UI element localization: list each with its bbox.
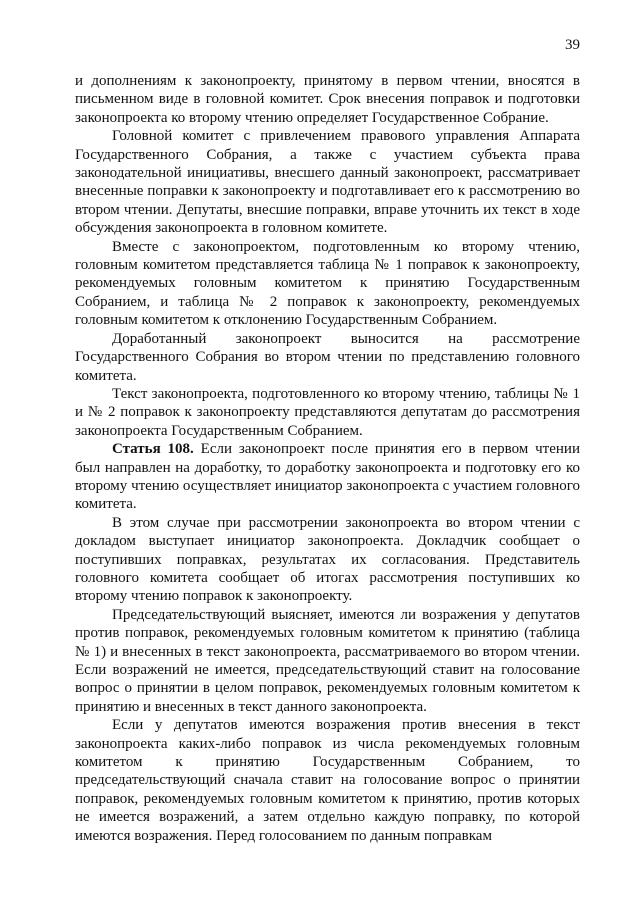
paragraph-1 [75,72,580,127]
paragraph-text: Вместе с законопроектом, подготовленным ко второму чтению, головным комитетом представляется таблица № 1 поправок к законопроекту, рекомендуемых головным комитетом к принятию Государственным Собранием, и таблица № 2 поправок к законопроекту, рекомендуемых головным комитетом к отклонению Государственным Собранием. [75,238,580,329]
paragraph-text: Доработанный законопроект выносится на рассмотрение Государственного Собрания во втором чтении по представлению головного комитета. [75,330,580,384]
article-heading: Статья 108. [112,441,194,458]
paragraph-text: и дополнениям к законопроекту, принятому в первом чтении, вносятся в письменном виде в головной комитет. Срок внесения поправок и подготовки законопроекта ко второму чтению определяет Государственное Собрание. [75,73,580,126]
paragraph-text: Председательствующий выясняет, имеются ли возражения у депутатов против поправок, рекомендуемых головным комитетом к принятию (таблица № 1) и внесенных в текст законопроекта, рассматриваемого во втором чтении. Если возражений не имеется, председательствующий ставит на голосование вопрос о принятии в целом поправок, рекомендуемых головным комитетом к принятию и внесенных в текст данного законопроекта. [75,606,580,715]
paragraph-text: Текст законопроекта, подготовленного ко второму чтению, таблицы № 1 и № 2 поправок к законопроекту представляются депутатам до рассмотрения законопроекта Государственным Собранием. [75,385,580,439]
paragraph-text: Если у депутатов имеются возражения против внесения в текст законопроекта каких-либо поправок из числа рекомендуемых головным комитетом к принятию Государственным Собранием, то председательствующий сначала ставит на голосование вопрос о принятии поправок, рекомендуемых головным комитетом к принятию, против которых не имеется возражений, а затем отдельно каждую поправку, по которой имеются возражения. Перед голосованием по данным поправкам [75,717,580,844]
paragraph-text: Головной комитет с привлечением правового управления Аппарата Государственного Собрания, а также с участием субъекта права законодательной инициативы, внесшего данный законопроект, рассматривает внесенные поправки к законопроекту и подготавливает его к рассмотрению во втором чтении. Депутаты, внесшие поправки, вправе уточнить их текст в ходе обсуждения законопроекта в головном комитете. [75,128,580,237]
paragraph-3 [75,238,580,330]
paragraph-8 [75,606,580,716]
article-108-paragraph [75,440,580,514]
paragraph-5 [75,385,580,440]
paragraph-4 [75,330,580,385]
paragraph-9 [75,716,580,845]
paragraph-text: Если законопроект после принятия его в первом чтении был направлен на доработку, то доработку законопроекта и подготовку его ко второму чтению осуществляет инициатор законопроекта с участием головного комитета. [75,441,580,513]
document-body [75,72,580,845]
paragraph-7 [75,514,580,606]
paragraph-text: В этом случае при рассмотрении законопроекта во втором чтении с докладом выступает инициатор законопроекта. Докладчик сообщает о поступивших поправках, результатах их согласования. Представитель головного комитета сообщает об итогах рассмотрения поступивших ко второму чтению поправок к законопроекту. [75,514,580,605]
page-number: 39 [565,37,580,53]
paragraph-2 [75,127,580,237]
